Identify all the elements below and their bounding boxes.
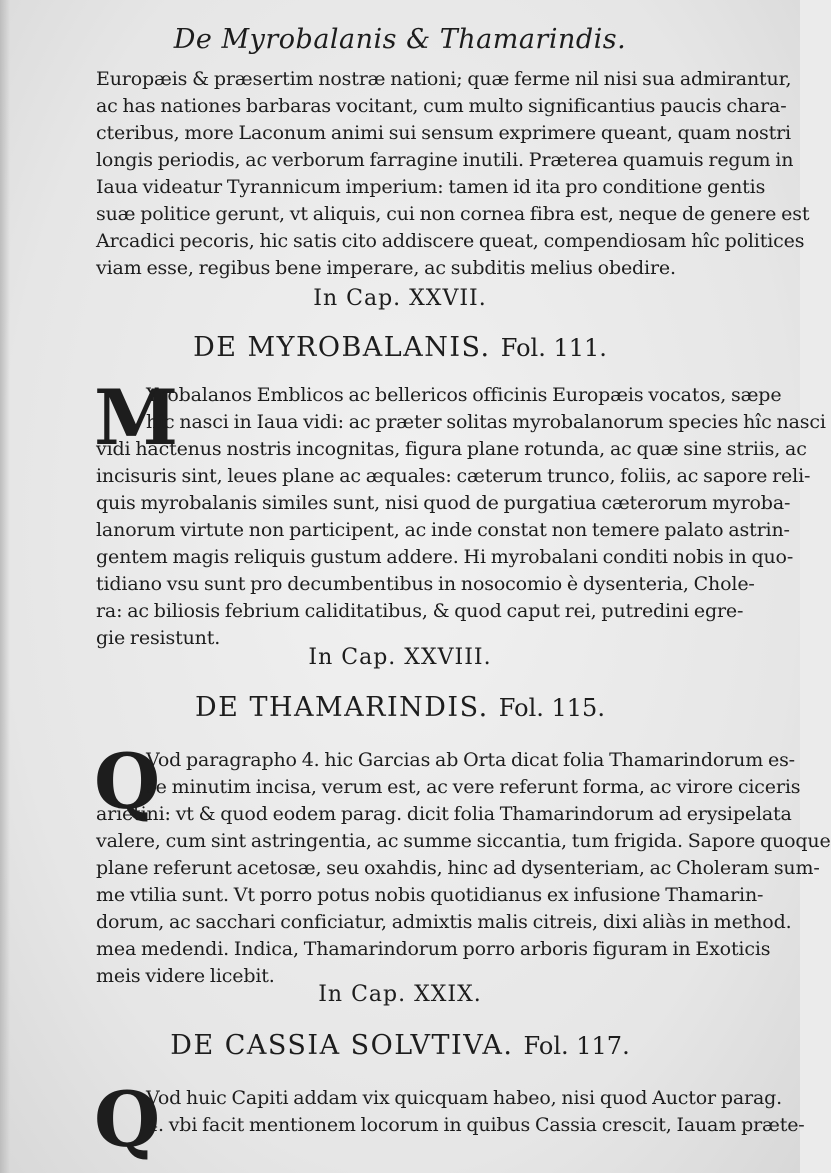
section-title: DE THAMARINDIS. <box>195 692 489 723</box>
section-title: DE CASSIA SOLVTIVA. <box>170 1030 514 1061</box>
text-line: arietini: vt & quod eodem parag. dicit folia Thamarindorum ad erysipelata <box>96 803 792 825</box>
text-line: dorum, ac sacchari conficiatur, admixtis malis citreis, dixi aliàs in method. <box>96 911 792 933</box>
text-line: suæ politice gerunt, vt aliquis, cui non cornea fibra est, neque de genere est <box>96 203 810 225</box>
section-heading <box>0 1030 800 1061</box>
drop-cap: M <box>94 373 179 462</box>
text-line: mea medendi. Indica, Thamarindorum porro arboris figuram in Exoticis <box>96 938 771 960</box>
text-line: me vtilia sunt. Vt porro potus nobis quotidianus ex infusione Thamarin- <box>96 884 764 906</box>
drop-cap: Q <box>94 1075 161 1164</box>
text-line: hîc nasci in Iaua vidi: ac præter solitas myrobalanorum species hîc nasci <box>146 411 826 433</box>
text-line: tidiano vsu sunt pro decumbentibus in nosocomio è dysenteria, Chole- <box>96 573 755 595</box>
text-line: plane referunt acetosæ, seu oxahdis, hinc ad dysenteriam, ac Choleram sum- <box>96 857 820 879</box>
folio-ref: Fol. 111. <box>500 334 607 362</box>
folio-ref: Fol. 115. <box>498 694 605 722</box>
text-line: longis periodis, ac verborum farragine inutili. Præterea quamuis regum in <box>96 149 794 171</box>
text-line: Iaua videatur Tyrannicum imperium: tamen id ita pro conditione gentis <box>96 176 766 198</box>
text-line: gie resistunt. <box>96 627 221 649</box>
text-line: ac has nationes barbaras vocitant, cum multo significantius paucis chara- <box>96 95 787 117</box>
text-line: quis myrobalanis similes sunt, nisi quod de purgatiua cæterorum myroba- <box>96 492 791 514</box>
section-paragraph <box>94 373 826 652</box>
text-line: Arcadici pecoris, hic satis cito addiscere queat, compendiosam hîc politices <box>96 230 805 252</box>
text-line: Europæis & præsertim nostræ nationi; quæ ferme nil nisi sua admirantur, <box>96 68 792 90</box>
text-line: Yrobalanos Emblicos ac bellericos officinis Europæis vocatos, sæpe <box>146 384 782 406</box>
intro-paragraph <box>96 66 810 282</box>
text-line: incisuris sint, leues plane ac æquales: cæterum trunco, foliis, ac sapore reli- <box>96 465 811 487</box>
chapter-label: In Cap. XXVII. <box>313 286 487 311</box>
text-line: 4. vbi facit mentionem locorum in quibus Cassia crescit, Iauam præte- <box>146 1114 805 1136</box>
chapter-label: In Cap. XXIX. <box>318 982 482 1007</box>
section-title: DE MYROBALANIS. <box>193 332 491 363</box>
section-heading <box>0 692 800 723</box>
text-line: lanorum virtute non participent, ac inde constat non temere palato astrin- <box>96 519 790 541</box>
text-line: viam esse, regibus bene imperare, ac subditis melius obedire. <box>96 257 676 279</box>
folio-ref: Fol. 117. <box>523 1032 630 1060</box>
text-line: cteribus, more Laconum animi sui sensum exprimere queant, quam nostri <box>96 122 791 144</box>
chapter-label: In Cap. XXVIII. <box>308 645 492 670</box>
drop-cap: Q <box>94 737 161 826</box>
text-line: Vod paragrapho 4. hic Garcias ab Orta dicat folia Thamarindorum es- <box>146 749 795 771</box>
text-line: se minutim incisa, verum est, ac vere referunt forma, ac virore ciceris <box>146 776 801 798</box>
section-heading <box>0 332 800 363</box>
text-line: gentem magis reliquis gustum addere. Hi myrobalani conditi nobis in quo- <box>96 546 794 568</box>
section-paragraph <box>96 1085 805 1139</box>
text-line: ra: ac biliosis febrium caliditatibus, & quod caput rei, putredini egre- <box>96 600 744 622</box>
section-paragraph <box>96 747 831 990</box>
running-head: De Myrobalanis & Thamarindis. <box>173 24 627 55</box>
text-line: valere, cum sint astringentia, ac summe siccantia, tum frigida. Sapore quoque <box>96 830 831 852</box>
text-line: vidi hactenus nostris incognitas, figura plane rotunda, ac quæ sine striis, ac <box>96 438 807 460</box>
text-line: Vod huic Capiti addam vix quicquam habeo, nisi quod Auctor parag. <box>146 1087 783 1109</box>
text-line: meis videre licebit. <box>96 965 275 987</box>
